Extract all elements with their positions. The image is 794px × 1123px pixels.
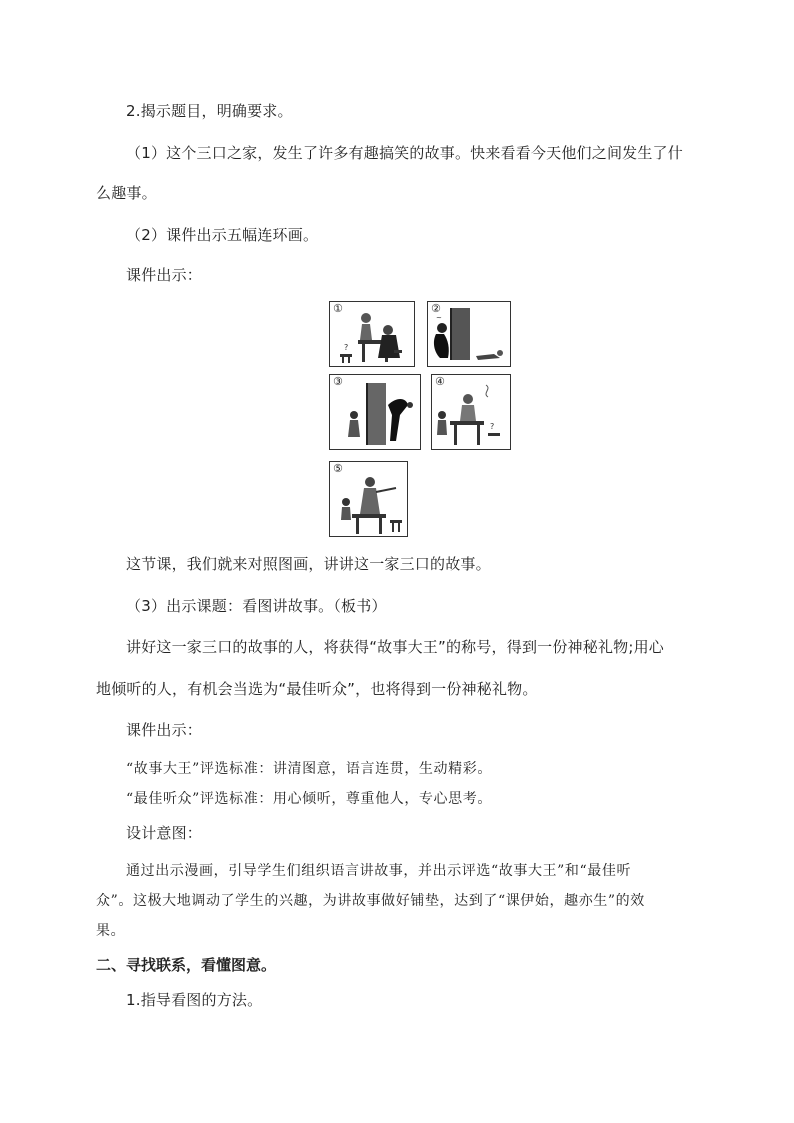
design-intent-label: 设计意图： [126,824,203,842]
comic-panel-5 [329,461,408,537]
svg-text:~: ~ [436,314,442,322]
panel-number: ② [431,302,441,315]
child-peeking-door-illustration [330,375,422,451]
courseware-label-1: 课件出示： [126,266,203,284]
paragraph-1-line-2: 么趣事。 [96,184,157,202]
story-king-criteria: “故事大王”评选标准：讲清图意，语言连贯，生动精彩。 [126,761,492,777]
paragraph-1-line-1: （1）这个三口之家，发生了许多有趣搞笑的故事。快来看看今天他们之间发生了什 [126,144,683,162]
comic-panel-3 [329,374,421,450]
paragraph-5-line-1: 讲好这一家三口的故事的人，将获得“故事大王”的称号，得到一份神秘礼物;用心 [126,638,664,656]
svg-text:?: ? [490,422,495,431]
courseware-label-2: 课件出示： [126,721,203,739]
design-intent-line-3: 果。 [96,923,126,939]
panel-number: ⑤ [333,462,343,475]
paragraph-4: （3）出示课题：看图讲故事。（板书） [126,597,387,615]
paragraph-3: 这节课，我们就来对照图画，讲讲这一家三口的故事。 [126,555,491,573]
svg-text:?: ? [344,343,349,352]
paragraph-2: （2）课件出示五幅连环画。 [126,226,319,244]
panel-number: ④ [435,375,445,388]
best-listener-criteria: “最佳听众”评选标准：用心倾听，尊重他人，专心思考。 [126,791,492,807]
paragraph-step-1: 1.指导看图的方法。 [126,991,263,1009]
panel-number: ③ [333,375,343,388]
section-heading-2: 二、寻找联系，看懂图意。 [96,956,277,974]
paragraph-step-2: 2.揭示题目，明确要求。 [126,102,293,120]
design-intent-line-1: 通过出示漫画，引导学生们组织语言讲故事，并出示评选“故事大王”和“最佳听 [126,863,632,879]
comic-panel-4 [431,374,511,450]
comic-panel-1 [329,301,415,367]
design-intent-line-2: 众”。这极大地调动了学生的兴趣，为讲故事做好铺垫，达到了“课伊始，趣亦生”的效 [96,893,645,909]
paragraph-5-line-2: 地倾听的人，有机会当选为“最佳听众”，也将得到一份神秘礼物。 [96,680,538,698]
panel-number: ① [333,302,343,315]
comic-panel-2 [427,301,511,367]
